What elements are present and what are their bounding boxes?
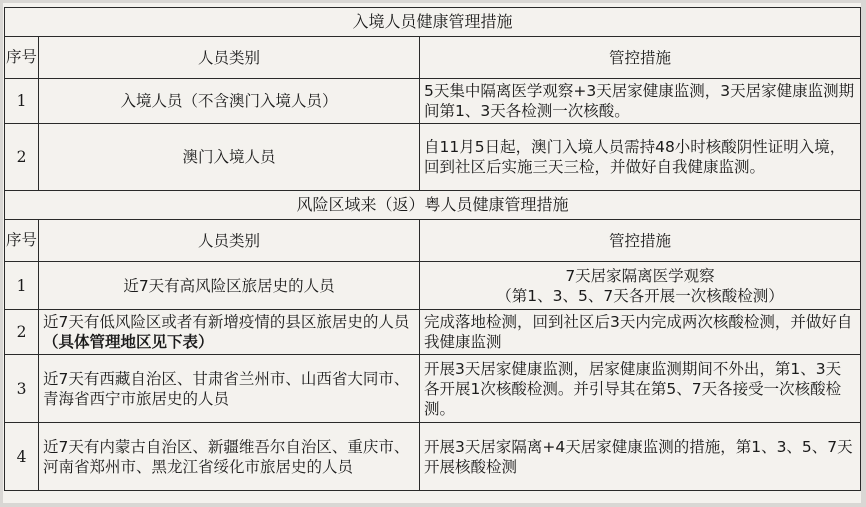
header-category: 人员类别	[39, 37, 420, 79]
section1-title-row	[5, 8, 861, 37]
section1-header-row	[5, 37, 861, 79]
row-measures: 自11月5日起，澳门入境人员需持48小时核酸阴性证明入境，回到社区后实施三天三检，并做好自我健康监测。	[420, 124, 861, 191]
section2-header-row	[5, 220, 861, 262]
table-row	[5, 423, 861, 491]
category-text: 近7天有低风险区或者有新增疫情的县区旅居史的人员	[43, 313, 410, 331]
measures-line-1: 7天居家隔离医学观察	[565, 266, 715, 285]
row-category: 澳门入境人员	[39, 124, 420, 191]
table-row	[5, 79, 861, 124]
section2-title: 风险区域来（返）粤人员健康管理措施	[5, 191, 861, 220]
row-number: 1	[5, 79, 39, 124]
section1-title: 入境人员健康管理措施	[5, 8, 861, 37]
table-row	[5, 310, 861, 355]
row-number: 4	[5, 423, 39, 491]
row-number: 1	[5, 262, 39, 310]
row-measures: 开展3天居家健康监测，居家健康监测期间不外出，第1、3天各开展1次核酸检测。并引导其在第5、7天各接受一次核酸检测。	[420, 355, 861, 423]
category-bold-note: （具体管理地区见下表）	[43, 333, 214, 351]
row-measures: 完成落地检测，回到社区后3天内完成两次核酸检测，并做好自我健康监测	[420, 310, 861, 355]
row-measures	[420, 262, 861, 310]
row-category	[39, 310, 420, 355]
document-page	[3, 3, 861, 503]
row-category: 近7天有西藏自治区、甘肃省兰州市、山西省大同市、青海省西宁市旅居史的人员	[39, 355, 420, 423]
row-number: 2	[5, 310, 39, 355]
header-measures: 管控措施	[420, 37, 861, 79]
row-category: 近7天有高风险区旅居史的人员	[39, 262, 420, 310]
row-measures: 5天集中隔离医学观察+3天居家健康监测，3天居家健康监测期间第1、3天各检测一次核酸。	[420, 79, 861, 124]
row-measures: 开展3天居家隔离+4天居家健康监测的措施，第1、3、5、7天开展核酸检测	[420, 423, 861, 491]
row-category: 入境人员（不含澳门入境人员）	[39, 79, 420, 124]
section2-title-row	[5, 191, 861, 220]
row-category: 近7天有内蒙古自治区、新疆维吾尔自治区、重庆市、河南省郑州市、黑龙江省绥化市旅居史的人员	[39, 423, 420, 491]
row-number: 3	[5, 355, 39, 423]
header-no: 序号	[5, 220, 39, 262]
header-category: 人员类别	[39, 220, 420, 262]
row-number: 2	[5, 124, 39, 191]
header-measures: 管控措施	[420, 220, 861, 262]
header-no: 序号	[5, 37, 39, 79]
measures-line-2: （第1、3、5、7天各开展一次核酸检测）	[496, 286, 784, 305]
health-management-table	[4, 7, 861, 491]
table-row	[5, 262, 861, 310]
table-row	[5, 124, 861, 191]
table-row	[5, 355, 861, 423]
